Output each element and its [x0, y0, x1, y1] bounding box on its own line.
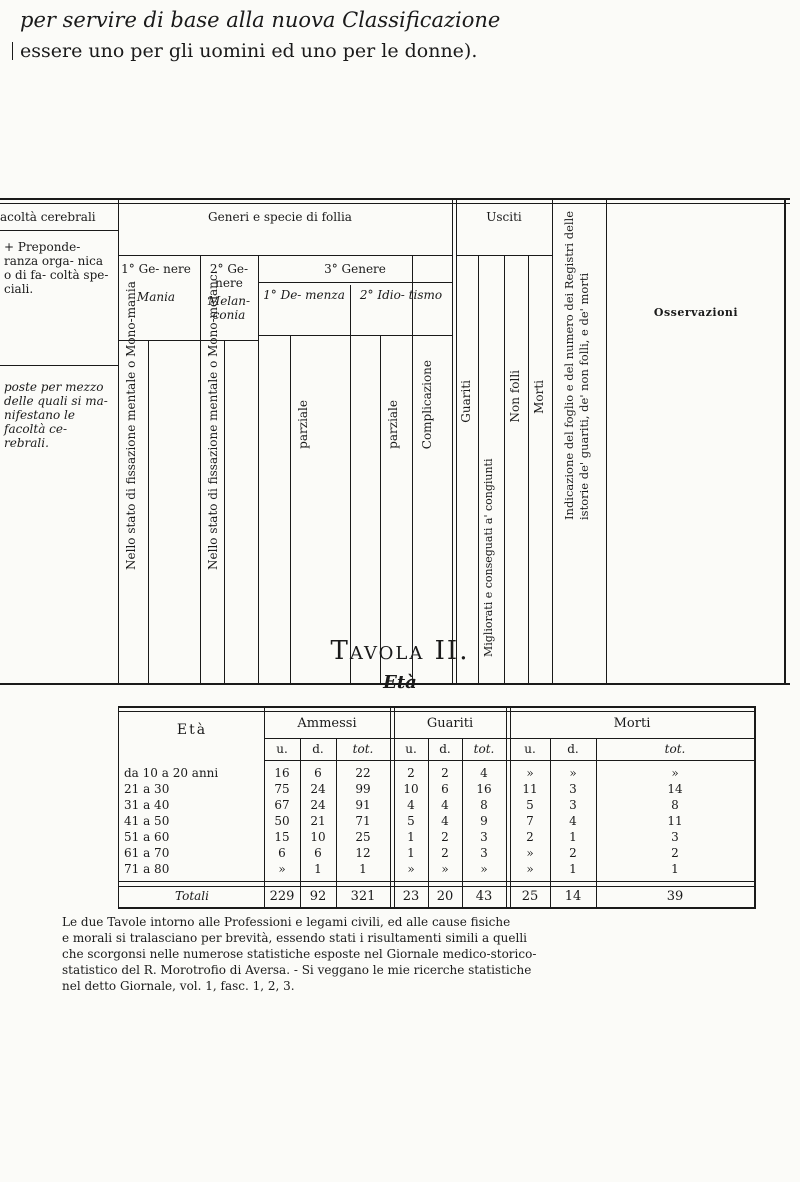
footer-line-1: Le due Tavole intorno alle Professioni e legami civili, ed alle cause fisiche	[62, 915, 511, 929]
subcol-header-a-2: tot.	[352, 742, 374, 756]
total-cell-m: 25	[521, 889, 539, 904]
subcol-header-a-0: u.	[276, 742, 288, 756]
age-cell-a: 21	[310, 814, 326, 828]
age-cell-g: 2	[441, 830, 449, 844]
eta-header: Età	[176, 722, 208, 738]
age-cell-g: 1	[407, 830, 415, 844]
age-cell-m: »	[526, 766, 534, 780]
subcol-header-g-0: u.	[405, 742, 417, 756]
age-cell-a: 71	[355, 814, 371, 828]
total-cell-g: 20	[436, 889, 454, 904]
total-cell-g: 43	[475, 889, 493, 904]
age-cell-a: 24	[310, 782, 326, 796]
age-cell-g: 16	[476, 782, 492, 796]
age-cell-g: 5	[407, 814, 415, 828]
idiotismo-parziale: parziale	[386, 400, 400, 449]
subcol-header-g-2: tot.	[473, 742, 495, 756]
age-cell-g: 3	[480, 846, 488, 860]
age-cell-a: 91	[355, 798, 371, 812]
age-cell-a: 24	[310, 798, 326, 812]
ammessi-header: Ammessi	[297, 716, 357, 731]
morti-header: Morti	[613, 716, 651, 731]
age-cell-g: 9	[480, 814, 488, 828]
melanconia-sub-text: Nello stato di fissazione mentale o Mono-melanc.	[206, 270, 220, 570]
subcol-header-m-1: d.	[567, 742, 579, 756]
age-cell-a: 67	[274, 798, 290, 812]
migliorati-vertical: Migliorati e conseguati a' congiunti	[482, 458, 495, 657]
age-cell-m: 5	[526, 798, 534, 812]
age-cell-a: 1	[359, 862, 367, 876]
age-cell-m: 1	[671, 862, 679, 876]
age-cell-a: 10	[310, 830, 326, 844]
age-cell-m: 1	[569, 862, 577, 876]
age-cell-a: 99	[355, 782, 371, 796]
genere-3-label: 3° Genere	[324, 262, 386, 276]
tavola-title: Tavola II.	[330, 636, 470, 666]
age-cell-m: 3	[671, 830, 679, 844]
age-cell-g: 10	[403, 782, 419, 796]
age-cell-g: 4	[441, 798, 449, 812]
age-cell-m: 3	[569, 782, 577, 796]
age-cell-m: 14	[667, 782, 683, 796]
osservazioni-header: Osservazioni	[653, 306, 739, 319]
complicazione-text: Complicazione	[420, 360, 434, 450]
genere-1-name: Mania	[136, 290, 176, 304]
mania-sub-text: Nello stato di fissazione mentale o Mono-mania	[124, 281, 138, 570]
age-cell-m: 2	[671, 846, 679, 860]
age-row-label: da 10 a 20 anni	[124, 766, 219, 780]
age-row-label: 51 a 60	[124, 830, 170, 844]
demenza-parziale: parziale	[296, 400, 310, 449]
age-row-label: 71 a 80	[124, 862, 170, 876]
age-cell-m: 2	[569, 846, 577, 860]
subcol-header-m-2: tot.	[664, 742, 686, 756]
age-cell-m: 11	[667, 814, 683, 828]
age-cell-m: »	[671, 766, 679, 780]
non-folli-vertical: Non folli	[508, 370, 522, 423]
age-cell-a: 6	[314, 846, 322, 860]
indicazione-vertical: Indicazione del foglio e del numero dei Registri delle istorie de' guariti, de' non folli, e de' morti	[562, 210, 591, 520]
age-cell-g: 3	[480, 830, 488, 844]
age-cell-m: 2	[526, 830, 534, 844]
footer-line-4: statistico del R. Morotrofio di Aversa. - Si veggano le mie ricerche statistiche	[62, 963, 532, 977]
age-cell-a: 1	[314, 862, 322, 876]
usciti-header: Usciti	[486, 210, 522, 224]
age-row-label: 41 a 50	[124, 814, 170, 828]
total-cell-g: 23	[402, 889, 420, 904]
preponderanza-text: + Preponde- ranza orga- nica o di fa- coltà spe- ciali.	[4, 240, 109, 296]
age-cell-m: 8	[671, 798, 679, 812]
age-row-label: 31 a 40	[124, 798, 170, 812]
age-cell-g: 2	[441, 766, 449, 780]
age-cell-g: 2	[441, 846, 449, 860]
age-cell-m: 11	[522, 782, 538, 796]
age-row-label: 21 a 30	[124, 782, 170, 796]
morti-vertical: Morti	[532, 380, 546, 414]
age-cell-m: 4	[569, 814, 577, 828]
footer-line-2: e morali si tralasciano per brevità, essendo stati i risultamenti simili a quelli	[62, 931, 528, 945]
subcol-header-a-1: d.	[312, 742, 324, 756]
total-cell-a: 229	[269, 889, 295, 904]
header-line-2: essere uno per gli uomini ed uno per le donne).	[20, 40, 478, 62]
totals-label: Totali	[175, 889, 209, 903]
subcol-header-g-1: d.	[439, 742, 451, 756]
footer-line-5: nel detto Giornale, vol. 1, fasc. 1, 2, 3.	[62, 979, 295, 993]
age-cell-g: 2	[407, 766, 415, 780]
subcol-header-m-0: u.	[524, 742, 536, 756]
footer-note	[62, 914, 752, 994]
age-cell-g: 1	[407, 846, 415, 860]
header-line-1: per servire di base alla nuova Classificazione	[20, 8, 501, 32]
age-cell-a: 50	[274, 814, 290, 828]
age-cell-a: 22	[355, 766, 371, 780]
age-cell-g: 6	[441, 782, 449, 796]
age-cell-a: 12	[355, 846, 371, 860]
age-cell-a: 16	[274, 766, 290, 780]
age-cell-g: »	[480, 862, 488, 876]
age-cell-g: 4	[407, 798, 415, 812]
age-cell-m: 7	[526, 814, 534, 828]
facolta-header: acoltà cerebrali	[0, 210, 96, 224]
generi-header: Generi e specie di follia	[208, 210, 352, 224]
age-cell-a: 25	[355, 830, 371, 844]
total-cell-a: 321	[350, 889, 376, 904]
age-cell-g: 4	[480, 766, 488, 780]
age-cell-a: »	[278, 862, 286, 876]
genere-3a-label: 1° De- menza	[263, 288, 345, 302]
total-cell-a: 92	[309, 889, 327, 904]
age-cell-m: 1	[569, 830, 577, 844]
age-cell-m: 3	[569, 798, 577, 812]
age-cell-m: »	[569, 766, 577, 780]
age-cell-a: 6	[314, 766, 322, 780]
footer-line-3: che scorgonsi nelle numerose statistiche esposte nel Giornale medico-storico-	[62, 947, 537, 961]
guariti-vertical: Guariti	[459, 380, 473, 423]
age-cell-m: »	[526, 846, 534, 860]
age-cell-g: 8	[480, 798, 488, 812]
age-cell-a: 15	[274, 830, 290, 844]
total-cell-m: 14	[564, 889, 582, 904]
guariti-header: Guariti	[426, 716, 474, 731]
age-cell-g: »	[441, 862, 449, 876]
genere-1-label: 1° Ge- nere	[121, 262, 191, 276]
poste-text: poste per mezzo delle quali si ma- nifestano le facoltà ce- rebrali.	[4, 380, 108, 450]
tavola-subtitle: Età	[383, 672, 417, 693]
genere-2-name: Melan- conia	[207, 294, 251, 322]
age-row-label: 61 a 70	[124, 846, 170, 860]
age-cell-g: 4	[441, 814, 449, 828]
age-cell-a: 75	[274, 782, 290, 796]
age-cell-g: »	[407, 862, 415, 876]
age-cell-m: »	[526, 862, 534, 876]
genere-3b-label: 2° Idio- tismo	[359, 288, 443, 302]
age-cell-a: 6	[278, 846, 286, 860]
genere-2-label: 2° Ge- nere	[209, 262, 249, 290]
total-cell-m: 39	[666, 889, 684, 904]
